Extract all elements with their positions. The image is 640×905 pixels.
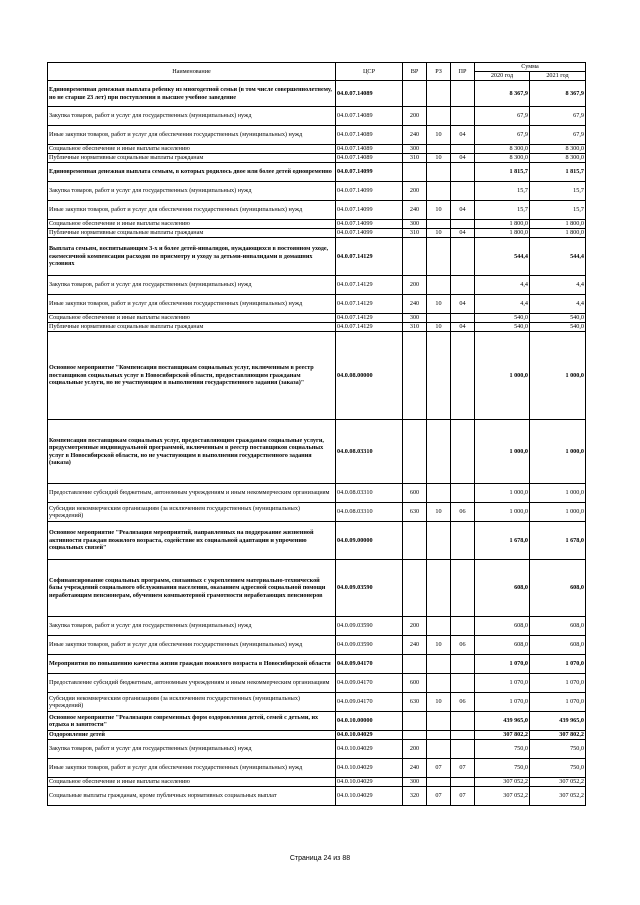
row-rz: 10 (427, 295, 451, 314)
row-name: Закупка товаров, работ и услуг для государственных (муниципальных) нужд (48, 107, 336, 126)
row-vr: 300 (403, 145, 427, 154)
row-sum-2020: 1 000,0 (475, 420, 530, 484)
row-csr: 04.0.08.00000 (336, 332, 403, 420)
header-year-2021: 2021 год (530, 72, 586, 81)
row-name: Иные закупки товаров, работ и услуг для обеспечения государственных (муниципальных) нужд (48, 636, 336, 655)
row-sum-2021: 544,4 (530, 238, 586, 276)
row-pr (451, 182, 475, 201)
row-pr: 07 (451, 787, 475, 806)
row-csr: 04.0.08.03310 (336, 484, 403, 503)
row-pr (451, 163, 475, 182)
table-row (48, 740, 586, 759)
row-sum-2021: 1 815,7 (530, 163, 586, 182)
table-row (48, 787, 586, 806)
row-pr: 04 (451, 154, 475, 163)
row-csr: 04.0.07.14129 (336, 323, 403, 332)
row-rz (427, 560, 451, 617)
row-rz: 10 (427, 126, 451, 145)
row-rz: 07 (427, 759, 451, 778)
row-vr: 200 (403, 107, 427, 126)
row-pr (451, 560, 475, 617)
row-pr (451, 740, 475, 759)
row-sum-2020: 307 052,2 (475, 778, 530, 787)
row-sum-2020: 1 815,7 (475, 163, 530, 182)
row-rz (427, 220, 451, 229)
row-pr (451, 220, 475, 229)
row-rz (427, 712, 451, 731)
row-name: Социальное обеспечение и иные выплаты населению (48, 145, 336, 154)
row-pr: 06 (451, 636, 475, 655)
row-vr: 240 (403, 636, 427, 655)
row-name: Основное мероприятие "Компенсация поставщикам социальных услуг, включенным в реестр поставщиков социальных услуг в Новосибирской области, предоставляющим гражданам социальные услуги, но не участвующим в выполнении государственного задания (заказа)" (48, 332, 336, 420)
row-rz: 07 (427, 787, 451, 806)
table-row (48, 636, 586, 655)
row-rz (427, 314, 451, 323)
row-rz: 10 (427, 693, 451, 712)
row-csr: 04.0.07.14089 (336, 145, 403, 154)
row-name: Закупка товаров, работ и услуг для государственных (муниципальных) нужд (48, 276, 336, 295)
row-vr: 240 (403, 295, 427, 314)
row-csr: 04.0.10.04029 (336, 778, 403, 787)
row-vr: 630 (403, 693, 427, 712)
table-row (48, 484, 586, 503)
row-sum-2021: 1 800,0 (530, 229, 586, 238)
table-row (48, 238, 586, 276)
row-csr: 04.0.09.04170 (336, 693, 403, 712)
table-row (48, 778, 586, 787)
table-row (48, 617, 586, 636)
table-row (48, 276, 586, 295)
table-row (48, 693, 586, 712)
row-sum-2021: 8 367,9 (530, 81, 586, 107)
row-rz (427, 238, 451, 276)
row-name: Социальное обеспечение и иные выплаты населению (48, 778, 336, 787)
table-row (48, 560, 586, 617)
row-vr (403, 522, 427, 560)
row-pr: 07 (451, 759, 475, 778)
row-sum-2021: 1 070,0 (530, 674, 586, 693)
row-sum-2020: 439 965,0 (475, 712, 530, 731)
row-vr: 300 (403, 314, 427, 323)
row-sum-2020: 544,4 (475, 238, 530, 276)
row-csr: 04.0.10.04029 (336, 731, 403, 740)
row-sum-2020: 1 800,0 (475, 220, 530, 229)
row-csr: 04.0.07.14129 (336, 276, 403, 295)
header-sum: Сумма (475, 63, 586, 72)
row-csr: 04.0.09.00000 (336, 522, 403, 560)
row-vr: 310 (403, 323, 427, 332)
row-csr: 04.0.07.14099 (336, 229, 403, 238)
row-name: Иные закупки товаров, работ и услуг для обеспечения государственных (муниципальных) нужд (48, 295, 336, 314)
row-sum-2020: 15,7 (475, 182, 530, 201)
table-row (48, 182, 586, 201)
row-pr (451, 655, 475, 674)
row-sum-2021: 1 800,0 (530, 220, 586, 229)
row-pr (451, 276, 475, 295)
row-csr: 04.0.07.14089 (336, 154, 403, 163)
header-vr: ВР (403, 63, 427, 81)
row-rz (427, 740, 451, 759)
row-vr: 310 (403, 229, 427, 238)
row-csr: 04.0.09.03590 (336, 636, 403, 655)
row-csr: 04.0.07.14099 (336, 220, 403, 229)
row-sum-2020: 307 802,2 (475, 731, 530, 740)
row-vr: 630 (403, 503, 427, 522)
row-sum-2020: 8 300,0 (475, 145, 530, 154)
row-rz (427, 81, 451, 107)
row-vr (403, 81, 427, 107)
row-name: Компенсация поставщикам социальных услуг, предоставляющим гражданам социальные услуги, предусмотренные индивидуальной программой, включенным в реестр поставщиков социальных услуг в Новосибирской области, но не участвующим в выполнении государственного задания (заказа) (48, 420, 336, 484)
row-sum-2021: 1 678,0 (530, 522, 586, 560)
row-name: Выплата семьям, воспитывающим 3-х и более детей-инвалидов, нуждающихся в постоянном уходе, ежемесячной компенсации расходов по присмотру и уходу за детьми-инвалидами в домашних условиях (48, 238, 336, 276)
row-csr: 04.0.07.14089 (336, 107, 403, 126)
header-rz: РЗ (427, 63, 451, 81)
row-rz: 10 (427, 229, 451, 238)
row-vr (403, 332, 427, 420)
table-row (48, 712, 586, 731)
row-sum-2021: 307 052,2 (530, 787, 586, 806)
row-csr: 04.0.10.04029 (336, 759, 403, 778)
row-name: Мероприятия по повышению качества жизни граждан пожилого возраста в Новосибирской области (48, 655, 336, 674)
table-row (48, 420, 586, 484)
row-pr (451, 712, 475, 731)
row-sum-2021: 8 300,0 (530, 145, 586, 154)
table-row (48, 522, 586, 560)
row-sum-2020: 540,0 (475, 314, 530, 323)
row-sum-2020: 1 000,0 (475, 484, 530, 503)
row-sum-2020: 307 052,2 (475, 787, 530, 806)
row-sum-2021: 608,0 (530, 636, 586, 655)
row-vr (403, 655, 427, 674)
row-pr: 04 (451, 295, 475, 314)
row-pr: 06 (451, 503, 475, 522)
row-vr: 300 (403, 778, 427, 787)
table-header (48, 63, 586, 81)
row-sum-2021: 540,0 (530, 323, 586, 332)
row-csr: 04.0.07.14129 (336, 238, 403, 276)
row-rz (427, 145, 451, 154)
table-row (48, 145, 586, 154)
row-vr: 320 (403, 787, 427, 806)
row-csr: 04.0.10.04029 (336, 740, 403, 759)
row-vr (403, 163, 427, 182)
row-sum-2021: 307 802,2 (530, 731, 586, 740)
table-row (48, 759, 586, 778)
row-vr: 200 (403, 740, 427, 759)
row-sum-2020: 4,4 (475, 295, 530, 314)
row-sum-2021: 4,4 (530, 295, 586, 314)
row-sum-2021: 1 000,0 (530, 332, 586, 420)
row-sum-2021: 1 070,0 (530, 655, 586, 674)
table-row (48, 126, 586, 145)
row-csr: 04.0.07.14129 (336, 314, 403, 323)
row-pr (451, 145, 475, 154)
row-rz (427, 484, 451, 503)
row-name: Закупка товаров, работ и услуг для государственных (муниципальных) нужд (48, 617, 336, 636)
row-pr: 04 (451, 229, 475, 238)
row-rz: 10 (427, 201, 451, 220)
row-pr (451, 238, 475, 276)
row-sum-2020: 608,0 (475, 636, 530, 655)
row-name: Закупка товаров, работ и услуг для государственных (муниципальных) нужд (48, 740, 336, 759)
row-sum-2020: 750,0 (475, 759, 530, 778)
row-sum-2020: 540,0 (475, 323, 530, 332)
row-csr: 04.0.10.04029 (336, 787, 403, 806)
row-sum-2021: 608,0 (530, 560, 586, 617)
row-sum-2021: 439 965,0 (530, 712, 586, 731)
row-rz (427, 617, 451, 636)
row-csr: 04.0.09.04170 (336, 674, 403, 693)
row-vr (403, 731, 427, 740)
row-csr: 04.0.07.14099 (336, 163, 403, 182)
row-sum-2021: 1 070,0 (530, 693, 586, 712)
row-sum-2021: 8 300,0 (530, 154, 586, 163)
row-csr: 04.0.10.00000 (336, 712, 403, 731)
row-vr: 310 (403, 154, 427, 163)
row-sum-2020: 1 800,0 (475, 229, 530, 238)
row-rz (427, 182, 451, 201)
row-sum-2021: 15,7 (530, 182, 586, 201)
row-name: Субсидии некоммерческим организациям (за исключением государственных (муниципальных) учреждений) (48, 503, 336, 522)
row-csr: 04.0.07.14089 (336, 81, 403, 107)
row-csr: 04.0.09.03590 (336, 560, 403, 617)
row-pr: 04 (451, 201, 475, 220)
row-name: Предоставление субсидий бюджетным, автономным учреждениям и иным некоммерческим организациям (48, 674, 336, 693)
row-pr (451, 314, 475, 323)
row-sum-2021: 1 000,0 (530, 503, 586, 522)
table-body (48, 81, 586, 806)
row-rz (427, 731, 451, 740)
row-name: Социальное обеспечение и иные выплаты населению (48, 314, 336, 323)
row-sum-2021: 750,0 (530, 740, 586, 759)
row-sum-2021: 1 000,0 (530, 484, 586, 503)
row-pr (451, 484, 475, 503)
page-number: Страница 24 из 88 (289, 855, 351, 862)
row-rz: 10 (427, 503, 451, 522)
row-name: Социальное обеспечение и иные выплаты населению (48, 220, 336, 229)
row-vr (403, 238, 427, 276)
row-csr: 04.0.09.04170 (336, 655, 403, 674)
row-vr (403, 560, 427, 617)
row-pr (451, 420, 475, 484)
row-name: Социальные выплаты гражданам, кроме публичных нормативных социальных выплат (48, 787, 336, 806)
row-sum-2020: 8 300,0 (475, 154, 530, 163)
row-csr: 04.0.07.14089 (336, 126, 403, 145)
row-name: Субсидии некоммерческим организациям (за исключением государственных (муниципальных) учреждений) (48, 693, 336, 712)
row-rz: 10 (427, 154, 451, 163)
row-vr (403, 420, 427, 484)
row-name: Оздоровление детей (48, 731, 336, 740)
table-row (48, 163, 586, 182)
table-row (48, 107, 586, 126)
row-pr (451, 778, 475, 787)
row-sum-2021: 608,0 (530, 617, 586, 636)
row-sum-2020: 67,9 (475, 107, 530, 126)
row-vr (403, 712, 427, 731)
row-rz (427, 332, 451, 420)
row-rz (427, 163, 451, 182)
row-rz (427, 420, 451, 484)
table-row (48, 295, 586, 314)
row-sum-2020: 1 070,0 (475, 674, 530, 693)
row-sum-2021: 15,7 (530, 201, 586, 220)
table-row (48, 220, 586, 229)
header-year-2020: 2020 год (475, 72, 530, 81)
header-csr: ЦСР (336, 63, 403, 81)
row-name: Публичные нормативные социальные выплаты гражданам (48, 323, 336, 332)
row-csr: 04.0.07.14099 (336, 201, 403, 220)
row-name: Софинансирование социальных программ, связанных с укреплением материально-технической базы учреждений социального обслуживания населения, оказанием адресной социальной помощи неработающим пенсионерам, обучением компьютерной грамотности неработающих пенсионеров (48, 560, 336, 617)
row-pr: 04 (451, 126, 475, 145)
table-row (48, 674, 586, 693)
table-row (48, 201, 586, 220)
row-pr (451, 674, 475, 693)
table-row (48, 154, 586, 163)
row-sum-2021: 540,0 (530, 314, 586, 323)
row-name: Основное мероприятие "Реализация современных форм оздоровления детей, семей с детьми, их отдыха и занятости" (48, 712, 336, 731)
row-name: Предоставление субсидий бюджетным, автономным учреждениям и иным некоммерческим организациям (48, 484, 336, 503)
row-sum-2020: 15,7 (475, 201, 530, 220)
row-name: Публичные нормативные социальные выплаты гражданам (48, 229, 336, 238)
row-pr (451, 522, 475, 560)
row-name: Иные закупки товаров, работ и услуг для обеспечения государственных (муниципальных) нужд (48, 126, 336, 145)
row-pr (451, 107, 475, 126)
row-rz (427, 107, 451, 126)
row-rz: 10 (427, 636, 451, 655)
header-pr: ПР (451, 63, 475, 81)
row-name: Единовременная денежная выплата ребенку из многодетной семьи (в том числе совершеннолетнему, но не старше 23 лет) при поступлении в высшее учебное заведение (48, 81, 336, 107)
row-sum-2020: 750,0 (475, 740, 530, 759)
header-name: Наименование (48, 63, 336, 81)
row-pr (451, 81, 475, 107)
row-pr: 06 (451, 693, 475, 712)
table-row (48, 332, 586, 420)
row-name: Публичные нормативные социальные выплаты гражданам (48, 154, 336, 163)
row-rz: 10 (427, 323, 451, 332)
row-sum-2021: 4,4 (530, 276, 586, 295)
row-name: Единовременная денежная выплата семьям, в которых родилось двое или более детей одновременно (48, 163, 336, 182)
table-row (48, 655, 586, 674)
row-pr: 04 (451, 323, 475, 332)
row-csr: 04.0.07.14129 (336, 295, 403, 314)
table-row (48, 81, 586, 107)
row-sum-2021: 750,0 (530, 759, 586, 778)
row-rz (427, 276, 451, 295)
row-name: Иные закупки товаров, работ и услуг для обеспечения государственных (муниципальных) нужд (48, 201, 336, 220)
row-vr: 240 (403, 126, 427, 145)
row-pr (451, 332, 475, 420)
table-row (48, 503, 586, 522)
row-vr: 600 (403, 674, 427, 693)
row-sum-2021: 67,9 (530, 107, 586, 126)
row-rz (427, 778, 451, 787)
row-vr: 240 (403, 201, 427, 220)
row-sum-2020: 8 367,9 (475, 81, 530, 107)
row-vr: 300 (403, 220, 427, 229)
row-sum-2021: 1 000,0 (530, 420, 586, 484)
row-csr: 04.0.07.14099 (336, 182, 403, 201)
row-rz (427, 674, 451, 693)
row-vr: 240 (403, 759, 427, 778)
row-sum-2020: 1 070,0 (475, 655, 530, 674)
row-rz (427, 522, 451, 560)
row-sum-2020: 608,0 (475, 560, 530, 617)
row-name: Иные закупки товаров, работ и услуг для обеспечения государственных (муниципальных) нужд (48, 759, 336, 778)
row-sum-2021: 67,9 (530, 126, 586, 145)
row-sum-2020: 1 000,0 (475, 332, 530, 420)
row-name: Закупка товаров, работ и услуг для государственных (муниципальных) нужд (48, 182, 336, 201)
row-sum-2020: 608,0 (475, 617, 530, 636)
row-name: Основное мероприятие "Реализация мероприятий, направленных на поддержание жизненной активности граждан пожилого возраста, содействие их социальной адаптации и упрочению социальных связей" (48, 522, 336, 560)
row-vr: 200 (403, 182, 427, 201)
row-sum-2020: 1 070,0 (475, 693, 530, 712)
row-sum-2020: 1 000,0 (475, 503, 530, 522)
row-rz (427, 655, 451, 674)
table-row (48, 229, 586, 238)
row-sum-2020: 67,9 (475, 126, 530, 145)
row-csr: 04.0.09.03590 (336, 617, 403, 636)
row-vr: 600 (403, 484, 427, 503)
row-sum-2021: 307 052,2 (530, 778, 586, 787)
table-row (48, 314, 586, 323)
row-csr: 04.0.08.03310 (336, 503, 403, 522)
table-row (48, 731, 586, 740)
row-csr: 04.0.08.03310 (336, 420, 403, 484)
table-row (48, 323, 586, 332)
row-pr (451, 617, 475, 636)
row-vr: 200 (403, 276, 427, 295)
row-sum-2020: 1 678,0 (475, 522, 530, 560)
row-sum-2020: 4,4 (475, 276, 530, 295)
row-pr (451, 731, 475, 740)
row-vr: 200 (403, 617, 427, 636)
budget-table (47, 62, 586, 806)
